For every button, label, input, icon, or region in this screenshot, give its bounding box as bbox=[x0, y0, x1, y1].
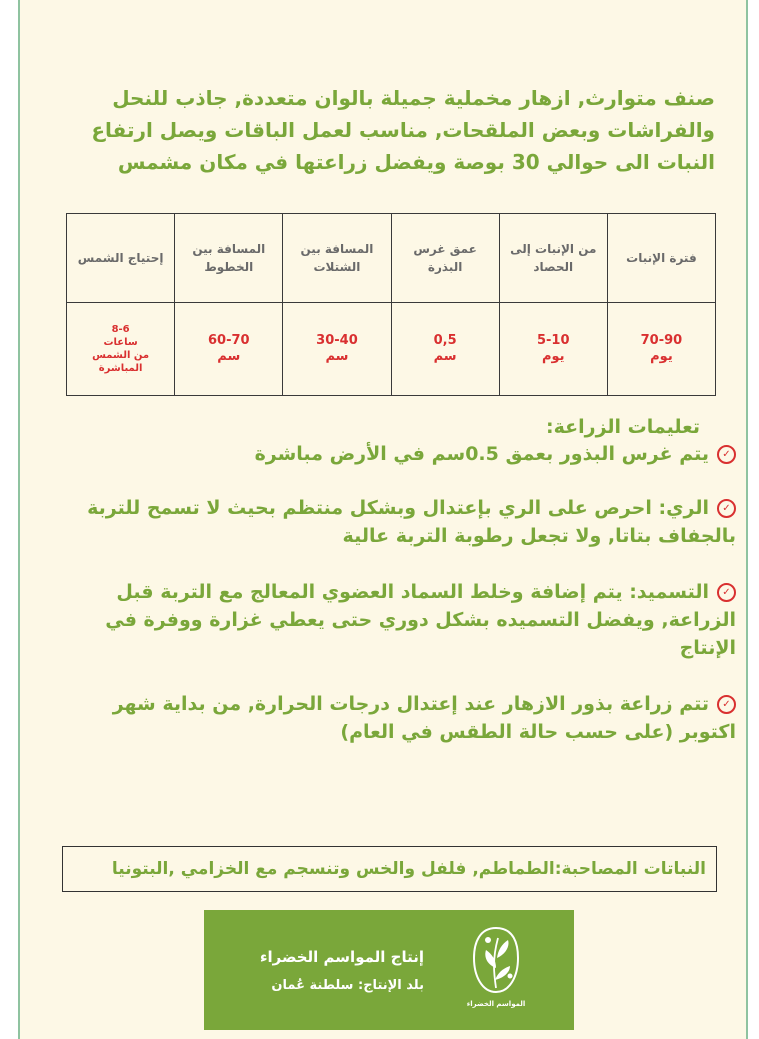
header-germination: فترة الإنبات bbox=[607, 214, 715, 303]
value-harvest bbox=[499, 303, 607, 396]
instruction-item bbox=[56, 440, 736, 468]
page bbox=[18, 0, 748, 1039]
value-sun-line2: من الشمس bbox=[92, 350, 150, 361]
check-icon: ✓ bbox=[717, 499, 736, 518]
companion-plants: النباتات المصاحبة:الطماطم, فلفل والخس وتنسجم مع الخزامي ,البتونيا bbox=[62, 846, 717, 892]
value-seedling-spacing bbox=[283, 303, 391, 396]
leaf-logo-icon bbox=[466, 924, 526, 1000]
value-depth-unit: سم bbox=[433, 349, 457, 364]
header-row-spacing: المسافة بين الخطوط bbox=[175, 214, 283, 303]
instruction-text: يتم غرس البذور بعمق 0.5سم في الأرض مباشرة bbox=[254, 443, 709, 465]
value-seedling-spacing-unit: سم bbox=[325, 349, 349, 364]
value-row-spacing bbox=[175, 303, 283, 396]
instruction-text: الري: احرص على الري بإعتدال وبشكل منتظم بحيث لا تسمح للتربة بالجفاف بتاتا, ولا تجعل رطوبة التربة عالية bbox=[87, 497, 736, 547]
value-sun bbox=[67, 303, 175, 396]
value-sun-line3: المباشرة bbox=[98, 363, 143, 374]
brand-logo bbox=[466, 924, 526, 1016]
value-sun-unit: ساعات bbox=[103, 337, 138, 348]
instruction-item bbox=[56, 494, 736, 550]
logo-caption: المواسم الخضراء bbox=[466, 1000, 526, 1008]
footer-banner bbox=[204, 910, 574, 1030]
header-sun: إحتياج الشمس bbox=[67, 214, 175, 303]
instruction-text: تتم زراعة بذور الازهار عند إعتدال درجات الحرارة, من بداية شهر اكتوبر (على حسب حالة الطقس في العام) bbox=[112, 693, 736, 743]
check-icon: ✓ bbox=[717, 695, 736, 714]
instruction-item bbox=[56, 690, 736, 746]
header-harvest: من الإنبات إلى الحصاد bbox=[499, 214, 607, 303]
table-header-row bbox=[67, 214, 716, 303]
check-icon: ✓ bbox=[717, 583, 736, 602]
value-seedling-spacing-number: 30-40 bbox=[316, 333, 358, 348]
value-sun-number: 8-6 bbox=[111, 324, 130, 335]
instruction-item bbox=[56, 578, 736, 662]
producer-label: إنتاج المواسم الخضراء bbox=[259, 948, 424, 966]
table-value-row bbox=[67, 303, 716, 396]
origin-label: بلد الإنتاج: سلطنة عُمان bbox=[271, 978, 424, 993]
specs-table bbox=[66, 213, 716, 396]
value-row-spacing-number: 60-70 bbox=[208, 333, 250, 348]
value-germination-unit: يوم bbox=[650, 349, 673, 364]
intro-text: صنف متوارث, ازهار مخملية جميلة بالوان متعددة, جاذب للنحل والفراشات وبعض الملقحات, مناسب لعمل الباقات ويصل ارتفاع النبات الى حوالي 30 بوصة ويفضل زراعتها في مكان مشمس bbox=[91, 86, 715, 174]
value-harvest-number: 5-10 bbox=[536, 333, 570, 348]
check-icon: ✓ bbox=[717, 445, 736, 464]
instruction-text: التسميد: يتم إضافة وخلط السماد العضوي المعالج مع التربة قبل الزراعة, ويفضل التسميده بشكل دوري حتى يعطي غزارة ووفرة في الإنتاج bbox=[105, 581, 736, 659]
header-depth: عمق غرس البذرة bbox=[391, 214, 499, 303]
header-seedling-spacing: المسافة بين الشتلات bbox=[283, 214, 391, 303]
instructions-title: تعليمات الزراعة: bbox=[546, 416, 700, 438]
value-row-spacing-unit: سم bbox=[217, 349, 241, 364]
value-germination-number: 70-90 bbox=[640, 333, 683, 348]
value-depth bbox=[391, 303, 499, 396]
value-germination bbox=[607, 303, 715, 396]
value-depth-number: 0,5 bbox=[433, 333, 457, 348]
value-harvest-unit: يوم bbox=[541, 349, 565, 364]
